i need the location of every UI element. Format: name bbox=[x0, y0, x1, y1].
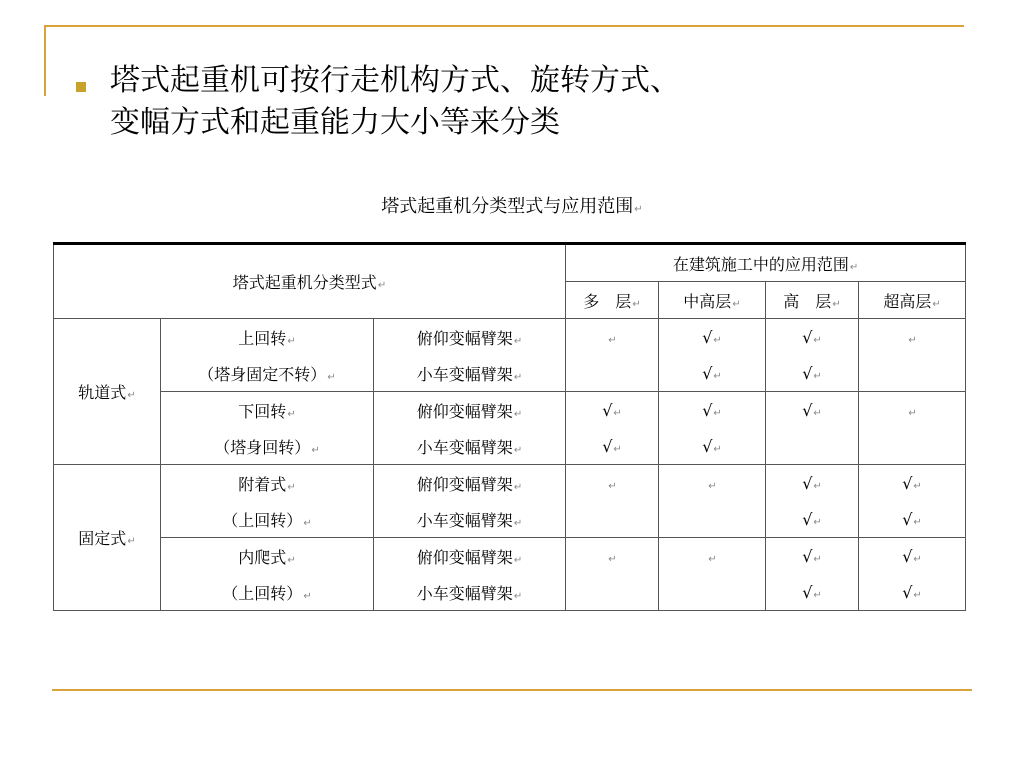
check-mark: √ bbox=[802, 509, 813, 529]
group-cell bbox=[54, 319, 161, 465]
scope-cell bbox=[859, 428, 966, 465]
paragraph-mark-icon: ↵ bbox=[513, 554, 523, 566]
header-type-cell bbox=[54, 244, 566, 319]
paragraph-mark-icon: ↵ bbox=[713, 407, 722, 419]
paragraph-mark-icon: ↵ bbox=[513, 335, 523, 347]
subgroup-label-cell bbox=[161, 501, 374, 538]
paragraph-mark-icon: ↵ bbox=[913, 553, 922, 565]
subgroup-label-cell bbox=[161, 465, 374, 502]
paragraph-mark-icon: ↵ bbox=[813, 589, 822, 601]
scope-cell bbox=[566, 428, 659, 465]
boom-type-cell bbox=[374, 392, 566, 429]
check-mark: √ bbox=[802, 327, 813, 347]
table-row bbox=[54, 355, 966, 392]
header-row-1 bbox=[54, 244, 966, 282]
paragraph-mark-icon: ↵ bbox=[287, 335, 296, 347]
table-row bbox=[54, 392, 966, 429]
paragraph-mark-icon: ↵ bbox=[913, 516, 922, 528]
bullet-square-icon bbox=[76, 82, 86, 92]
scope-cell bbox=[766, 392, 859, 429]
scope-cell bbox=[566, 465, 659, 502]
scope-cell bbox=[659, 465, 766, 502]
boom-type-label: 俯仰变幅臂架 bbox=[416, 547, 513, 567]
check-mark: √ bbox=[702, 363, 713, 383]
paragraph-mark-icon: ↵ bbox=[608, 480, 617, 492]
subgroup-label: （上回转） bbox=[222, 583, 303, 603]
boom-type-label: 小车变幅臂架 bbox=[416, 437, 513, 457]
group-label: 固定式 bbox=[78, 529, 127, 548]
paragraph-mark-icon: ↵ bbox=[613, 407, 622, 419]
group-cell bbox=[54, 465, 161, 611]
scope-cell bbox=[859, 538, 966, 575]
subgroup-label-cell bbox=[161, 392, 374, 429]
check-mark: √ bbox=[802, 400, 813, 420]
subgroup-label-cell bbox=[161, 428, 374, 465]
paragraph-mark-icon: ↵ bbox=[913, 589, 922, 601]
boom-type-cell bbox=[374, 355, 566, 392]
paragraph-mark-icon: ↵ bbox=[713, 443, 722, 455]
header-sub-cell bbox=[766, 282, 859, 319]
scope-cell bbox=[766, 428, 859, 465]
paragraph-mark-icon: ↵ bbox=[913, 480, 922, 492]
scope-cell bbox=[766, 319, 859, 356]
check-mark: √ bbox=[702, 400, 713, 420]
paragraph-mark-icon: ↵ bbox=[813, 553, 822, 565]
check-mark: √ bbox=[702, 327, 713, 347]
check-mark: √ bbox=[902, 546, 913, 566]
paragraph-mark-icon: ↵ bbox=[813, 407, 822, 419]
table-caption-text: 塔式起重机分类型式与应用范围 bbox=[381, 196, 634, 217]
table-row bbox=[54, 501, 966, 538]
header-sub-label: 中高层 bbox=[683, 291, 732, 311]
subgroup-label: 附着式 bbox=[238, 474, 287, 494]
header-type-label: 塔式起重机分类型式 bbox=[232, 273, 377, 292]
scope-cell bbox=[566, 574, 659, 611]
paragraph-mark-icon: ↵ bbox=[287, 554, 296, 566]
scope-cell bbox=[659, 319, 766, 356]
paragraph-mark-icon: ↵ bbox=[513, 408, 523, 420]
paragraph-mark-icon: ↵ bbox=[932, 298, 941, 310]
check-mark: √ bbox=[902, 509, 913, 529]
subgroup-label: 下回转 bbox=[238, 401, 287, 421]
paragraph-mark-icon: ↵ bbox=[708, 553, 717, 565]
boom-type-label: 俯仰变幅臂架 bbox=[416, 401, 513, 421]
paragraph-mark-icon: ↵ bbox=[513, 481, 523, 493]
scope-cell bbox=[566, 355, 659, 392]
header-sub-cell bbox=[859, 282, 966, 319]
bottom-rule bbox=[52, 689, 972, 691]
paragraph-mark-icon: ↵ bbox=[713, 370, 722, 382]
paragraph-mark-icon: ↵ bbox=[513, 371, 523, 383]
subgroup-label: 上回转 bbox=[238, 328, 287, 348]
check-mark: √ bbox=[902, 582, 913, 602]
scope-cell bbox=[566, 392, 659, 429]
boom-type-cell bbox=[374, 574, 566, 611]
scope-cell bbox=[859, 465, 966, 502]
check-mark: √ bbox=[702, 436, 713, 456]
boom-type-cell bbox=[374, 538, 566, 575]
paragraph-mark-icon: ↵ bbox=[813, 370, 822, 382]
check-mark: √ bbox=[802, 546, 813, 566]
subgroup-label: （上回转） bbox=[222, 510, 303, 530]
group-label: 轨道式 bbox=[78, 383, 127, 402]
paragraph-mark-icon: ↵ bbox=[908, 407, 917, 419]
header-sub-label: 高 层 bbox=[783, 291, 832, 311]
check-mark: √ bbox=[802, 473, 813, 493]
paragraph-mark-icon: ↵ bbox=[813, 516, 822, 528]
header-scope-cell bbox=[566, 244, 966, 282]
table-row bbox=[54, 465, 966, 502]
paragraph-mark-icon: ↵ bbox=[127, 390, 136, 401]
paragraph-mark-icon: ↵ bbox=[287, 408, 296, 420]
boom-type-cell bbox=[374, 319, 566, 356]
paragraph-mark-icon: ↵ bbox=[708, 480, 717, 492]
paragraph-mark-icon: ↵ bbox=[849, 261, 859, 273]
subgroup-label: （塔身回转） bbox=[214, 437, 311, 457]
subgroup-label-cell bbox=[161, 538, 374, 575]
subgroup-label-cell bbox=[161, 574, 374, 611]
scope-cell bbox=[659, 392, 766, 429]
paragraph-mark-icon: ↵ bbox=[813, 334, 822, 346]
check-mark: √ bbox=[902, 473, 913, 493]
paragraph-mark-icon: ↵ bbox=[634, 204, 643, 215]
scope-cell bbox=[766, 465, 859, 502]
paragraph-mark-icon: ↵ bbox=[303, 517, 312, 529]
scope-cell bbox=[659, 501, 766, 538]
boom-type-label: 小车变幅臂架 bbox=[416, 510, 513, 530]
scope-cell bbox=[659, 355, 766, 392]
boom-type-cell bbox=[374, 501, 566, 538]
scope-cell bbox=[766, 355, 859, 392]
scope-cell bbox=[766, 501, 859, 538]
paragraph-mark-icon: ↵ bbox=[608, 334, 617, 346]
paragraph-mark-icon: ↵ bbox=[513, 517, 523, 529]
header-sub-cell bbox=[659, 282, 766, 319]
paragraph-mark-icon: ↵ bbox=[287, 481, 296, 493]
scope-cell bbox=[659, 538, 766, 575]
paragraph-mark-icon: ↵ bbox=[127, 536, 136, 547]
heading-line-1: 塔式起重机可按行走机构方式、旋转方式、 bbox=[110, 63, 680, 98]
table-caption bbox=[0, 192, 1024, 218]
paragraph-mark-icon: ↵ bbox=[327, 371, 336, 383]
paragraph-mark-icon: ↵ bbox=[608, 553, 617, 565]
check-mark: √ bbox=[802, 363, 813, 383]
check-mark: √ bbox=[602, 436, 613, 456]
crane-classification-table bbox=[53, 242, 966, 611]
table-row bbox=[54, 538, 966, 575]
scope-cell bbox=[566, 538, 659, 575]
slide-heading bbox=[110, 60, 930, 144]
scope-cell bbox=[566, 501, 659, 538]
subgroup-label: 内爬式 bbox=[238, 547, 287, 567]
scope-cell bbox=[659, 574, 766, 611]
paragraph-mark-icon: ↵ bbox=[908, 334, 917, 346]
header-sub-label: 超高层 bbox=[883, 291, 932, 311]
paragraph-mark-icon: ↵ bbox=[832, 298, 841, 310]
subgroup-label-cell bbox=[161, 319, 374, 356]
heading-line-2: 变幅方式和起重能力大小等来分类 bbox=[110, 105, 560, 140]
boom-type-cell bbox=[374, 428, 566, 465]
check-mark: √ bbox=[802, 582, 813, 602]
scope-cell bbox=[859, 319, 966, 356]
header-sub-label: 多 层 bbox=[583, 291, 632, 311]
scope-cell bbox=[566, 319, 659, 356]
paragraph-mark-icon: ↵ bbox=[513, 590, 523, 602]
scope-cell bbox=[859, 392, 966, 429]
scope-cell bbox=[859, 501, 966, 538]
scope-cell bbox=[766, 574, 859, 611]
paragraph-mark-icon: ↵ bbox=[513, 444, 523, 456]
check-mark: √ bbox=[602, 400, 613, 420]
paragraph-mark-icon: ↵ bbox=[632, 298, 641, 310]
scope-cell bbox=[859, 574, 966, 611]
paragraph-mark-icon: ↵ bbox=[613, 443, 622, 455]
paragraph-mark-icon: ↵ bbox=[303, 590, 312, 602]
paragraph-mark-icon: ↵ bbox=[732, 298, 741, 310]
subgroup-label-cell bbox=[161, 355, 374, 392]
paragraph-mark-icon: ↵ bbox=[713, 334, 722, 346]
scope-cell bbox=[659, 428, 766, 465]
scope-cell bbox=[859, 355, 966, 392]
boom-type-label: 俯仰变幅臂架 bbox=[416, 328, 513, 348]
boom-type-label: 小车变幅臂架 bbox=[416, 583, 513, 603]
table-row bbox=[54, 574, 966, 611]
boom-type-label: 俯仰变幅臂架 bbox=[416, 474, 513, 494]
table-row bbox=[54, 428, 966, 465]
subgroup-label: （塔身固定不转） bbox=[198, 364, 327, 384]
header-sub-cell bbox=[566, 282, 659, 319]
top-rule bbox=[44, 25, 964, 27]
boom-type-cell bbox=[374, 465, 566, 502]
paragraph-mark-icon: ↵ bbox=[377, 280, 387, 291]
boom-type-label: 小车变幅臂架 bbox=[416, 364, 513, 384]
header-scope-label: 在建筑施工中的应用范围 bbox=[672, 254, 849, 274]
table-row bbox=[54, 319, 966, 356]
paragraph-mark-icon: ↵ bbox=[311, 444, 320, 456]
scope-cell bbox=[766, 538, 859, 575]
left-rule bbox=[44, 26, 46, 96]
paragraph-mark-icon: ↵ bbox=[813, 480, 822, 492]
